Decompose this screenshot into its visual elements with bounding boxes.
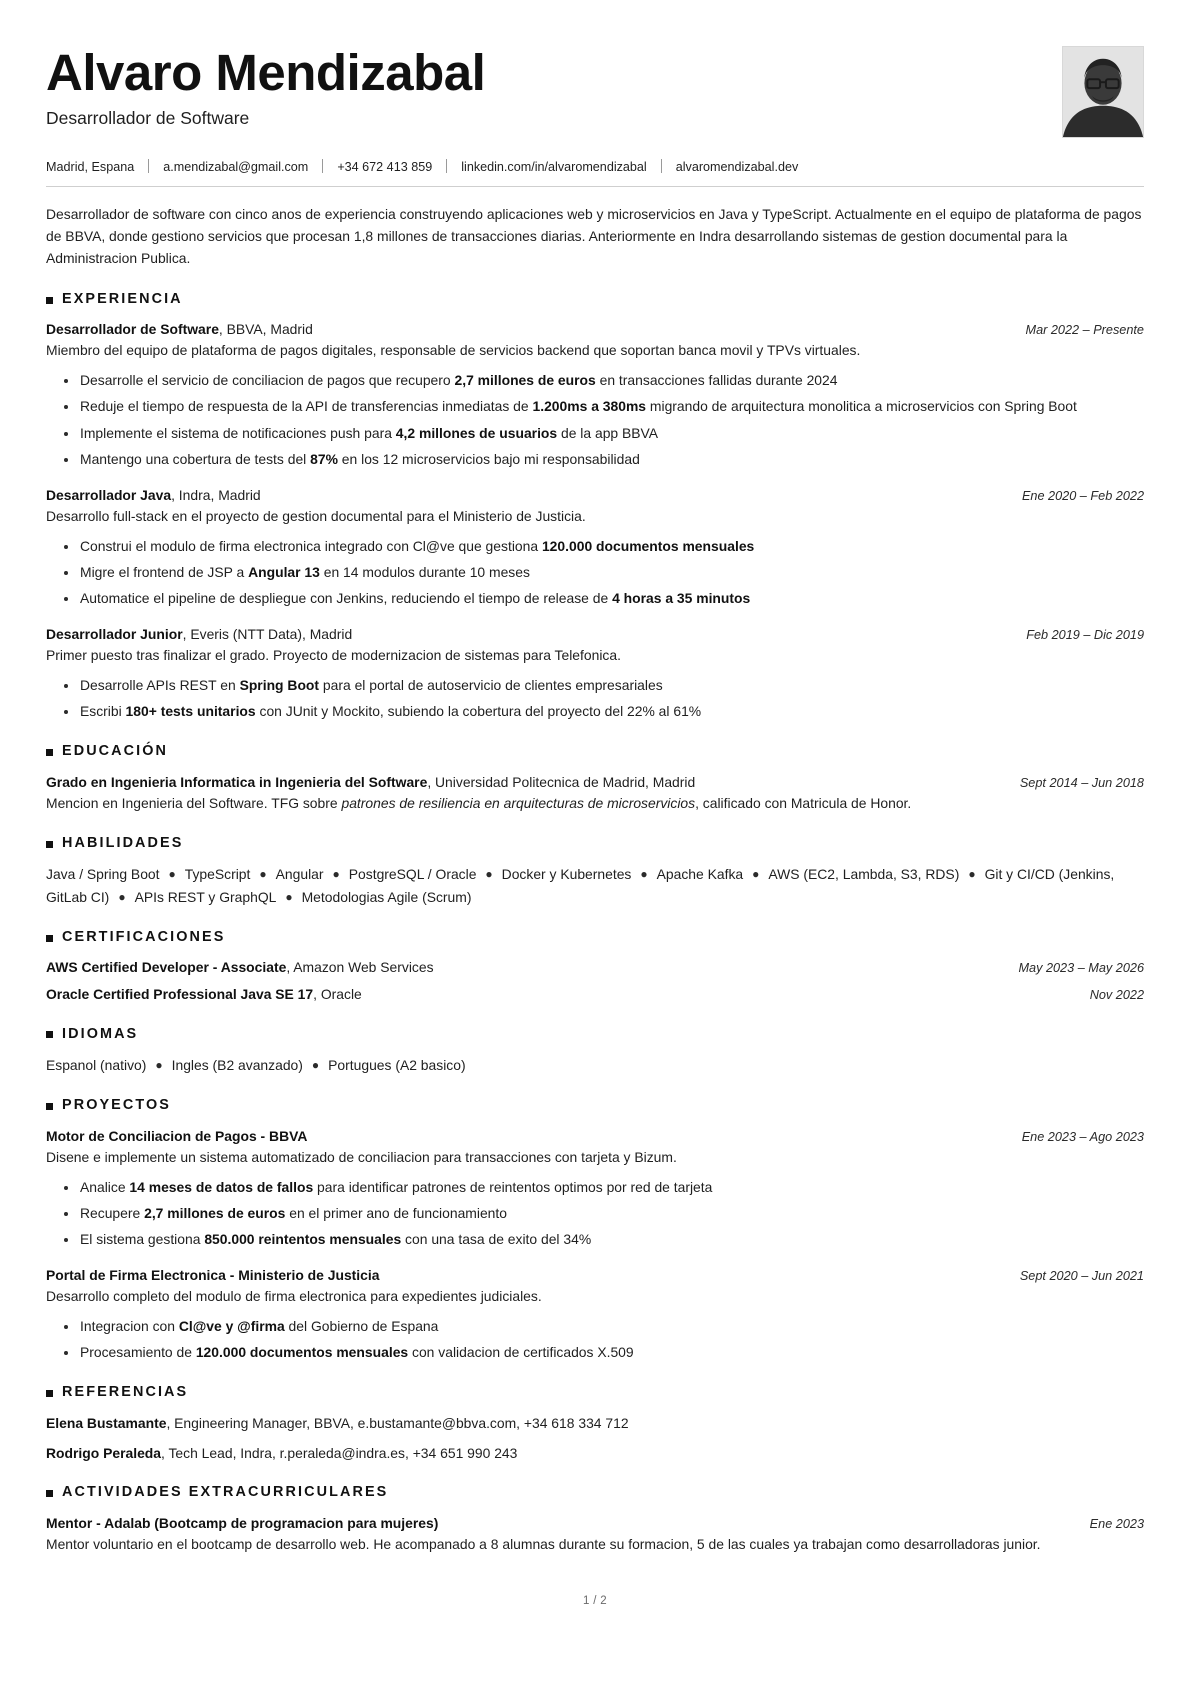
- square-bullet-icon: [46, 1490, 53, 1497]
- section-title-experience: EXPERIENCIA: [62, 290, 183, 307]
- skill-item: PostgreSQL / Oracle: [348, 866, 477, 883]
- entry-date: May 2023 – May 2026: [1018, 961, 1144, 976]
- page-footer: [46, 1555, 1144, 1629]
- entry-date: Ene 2020 – Feb 2022: [1021, 488, 1144, 503]
- certification-name: AWS Certified Developer - Associate, Amazon Web Services: [46, 959, 434, 976]
- bullet-item: Construi el modulo de firma electronica integrado con Cl@ve que gestiona 120.000 documentos mensuales: [78, 536, 1144, 557]
- contact-location: Madrid, Espana: [46, 160, 135, 174]
- certification-entries: [46, 957, 1144, 1004]
- project-entry: [46, 1265, 1144, 1363]
- section-skills: [46, 836, 1144, 908]
- entry-date: Ene 2023: [1089, 1516, 1144, 1531]
- square-bullet-icon: [46, 1031, 53, 1038]
- bullet-item: Analice 14 meses de datos de fallos para identificar patrones de reintentos optimos por red de tarjeta: [78, 1177, 1144, 1198]
- bullet-list: [46, 370, 1144, 470]
- bullet-item: Migre el frontend de JSP a Angular 13 en 14 modulos durante 10 meses: [78, 562, 1144, 583]
- contact-linkedin[interactable]: linkedin.com/in/alvaromendizabal: [461, 160, 647, 174]
- language-separator-icon: ●: [311, 1057, 320, 1072]
- entry-date: Nov 2022: [1089, 988, 1144, 1003]
- skill-separator-icon: ●: [168, 867, 176, 882]
- bullet-item: Escribi 180+ tests unitarios con JUnit y Mockito, subiendo la cobertura del proyecto del 22% al 61%: [78, 701, 1144, 722]
- bullet-item: Desarrolle el servicio de conciliacion de pagos que recupero 2,7 millones de euros en transacciones fallidas durante 2024: [78, 370, 1144, 391]
- square-bullet-icon: [46, 935, 53, 942]
- project-name: Portal de Firma Electronica - Ministerio de Justicia: [46, 1266, 380, 1283]
- entry-date: Feb 2019 – Dic 2019: [1026, 628, 1144, 643]
- skill-item: APIs REST y GraphQL: [134, 888, 277, 905]
- experience-entries: [46, 319, 1144, 722]
- section-header: [46, 930, 1144, 944]
- skill-item: AWS (EC2, Lambda, S3, RDS): [768, 866, 960, 883]
- square-bullet-icon: [46, 1390, 53, 1397]
- contact-separator: [148, 159, 149, 173]
- skill-item: Apache Kafka: [656, 866, 744, 883]
- section-title-languages: IDIOMAS: [62, 1025, 139, 1042]
- bullet-list: [46, 675, 1144, 722]
- contact-phone[interactable]: +34 672 413 859: [337, 160, 433, 174]
- candidate-job-title: Desarrollador de Software: [46, 108, 250, 129]
- bullet-item: Automatice el pipeline de despliegue con Jenkins, reduciendo el tiempo de release de 4 horas a 35 minutos: [78, 588, 1144, 609]
- skill-separator-icon: ●: [968, 867, 976, 882]
- header-text-block: [46, 42, 1062, 130]
- section-header: [46, 1485, 1144, 1499]
- section-title-education: EDUCACIÓN: [62, 743, 169, 760]
- bullet-list: [46, 1316, 1144, 1363]
- section-title-certifications: CERTIFICACIONES: [62, 928, 226, 945]
- extracurricular-description: Mentor voluntario en el bootcamp de desarrollo web. He acompanado a 8 alumnas durante su formacion, 5 de las cuales ya trabajan como desarrolladoras junior.: [46, 1535, 1041, 1552]
- contact-separator: [446, 159, 447, 173]
- section-header: [46, 292, 1144, 306]
- skill-separator-icon: ●: [332, 867, 340, 882]
- certification-name: Oracle Certified Professional Java SE 17, Oracle: [46, 986, 362, 1003]
- education-description: Mencion en Ingenieria del Software. TFG sobre patrones de resiliencia en arquitecturas de microservicios, calificado con Matricula de Honor.: [46, 795, 912, 812]
- candidate-name: Alvaro Mendizabal: [46, 44, 486, 101]
- section-title-skills: HABILIDADES: [62, 834, 184, 851]
- section-header: [46, 744, 1144, 758]
- skill-item: Angular: [275, 866, 324, 883]
- language-separator-icon: ●: [155, 1057, 163, 1072]
- language-item: Ingles (B2 avanzado): [171, 1056, 303, 1073]
- extracurricular-entries: [46, 1513, 1144, 1555]
- experience-role: Desarrollador de Software, BBVA, Madrid: [46, 321, 313, 338]
- bullet-list: [46, 536, 1144, 609]
- page-indicator: 1 / 2: [583, 1594, 607, 1607]
- square-bullet-icon: [46, 841, 53, 848]
- education-entry: [46, 772, 1144, 814]
- skill-separator-icon: ●: [485, 867, 493, 882]
- entry-date: Ene 2023 – Ago 2023: [1021, 1129, 1144, 1144]
- bullet-list: [46, 1177, 1144, 1250]
- entry-header: [46, 319, 1144, 339]
- entry-header: [46, 1265, 1144, 1285]
- section-experience: [46, 292, 1144, 723]
- bullet-item: El sistema gestiona 850.000 reintentos mensuales con una tasa de exito del 34%: [78, 1229, 1144, 1250]
- section-header: [46, 1098, 1144, 1112]
- project-entry: [46, 1126, 1144, 1250]
- profile-photo: [1062, 46, 1144, 138]
- contact-separator: [322, 159, 323, 173]
- experience-entry: [46, 624, 1144, 722]
- project-name: Motor de Conciliacion de Pagos - BBVA: [46, 1127, 308, 1144]
- experience-role: Desarrollador Junior, Everis (NTT Data), Madrid: [46, 626, 353, 643]
- entry-date: Mar 2022 – Presente: [1025, 323, 1144, 338]
- languages-list: [46, 1054, 1144, 1076]
- bullet-item: Integracion con Cl@ve y @firma del Gobierno de Espana: [78, 1316, 1144, 1337]
- skill-item: TypeScript: [184, 866, 251, 883]
- project-description: Desarrollo completo del modulo de firma electronica para expedientes judiciales.: [46, 1288, 542, 1305]
- entry-header: [46, 957, 1144, 977]
- skill-item: Metodologias Agile (Scrum): [301, 888, 472, 905]
- section-extracurricular: [46, 1485, 1144, 1554]
- skill-item: Docker y Kubernetes: [501, 866, 632, 883]
- section-header: [46, 1385, 1144, 1399]
- bullet-item: Recupere 2,7 millones de euros en el primer ano de funcionamiento: [78, 1203, 1144, 1224]
- skill-separator-icon: ●: [285, 889, 293, 904]
- entry-header: [46, 772, 1144, 792]
- section-references: [46, 1385, 1144, 1463]
- square-bullet-icon: [46, 749, 53, 756]
- entry-date: Sept 2020 – Jun 2021: [1019, 1268, 1144, 1283]
- bullet-item: Procesamiento de 120.000 documentos mensuales con validacion de certificados X.509: [78, 1342, 1144, 1363]
- square-bullet-icon: [46, 1103, 53, 1110]
- project-description: Disene e implemente un sistema automatizado de conciliacion para transacciones con tarjeta y Bizum.: [46, 1148, 677, 1165]
- entry-header: [46, 485, 1144, 505]
- section-languages: [46, 1027, 1144, 1077]
- experience-description: Primer puesto tras finalizar el grado. Proyecto de modernizacion de sistemas para Telefonica.: [46, 647, 621, 664]
- skill-separator-icon: ●: [259, 867, 267, 882]
- bullet-item: Implemente el sistema de notificaciones push para 4,2 millones de usuarios de la app BBVA: [78, 423, 1144, 444]
- contact-bar: [46, 157, 1144, 174]
- language-item: Espanol (nativo): [46, 1056, 147, 1073]
- contact-website[interactable]: alvaromendizabal.dev: [675, 160, 799, 174]
- contact-email[interactable]: a.mendizabal@gmail.com: [163, 160, 309, 174]
- professional-summary: Desarrollador de software con cinco anos de experiencia construyendo aplicaciones web y microservicios en Java y TypeScript. Actualmente en el equipo de plataforma de pagos de BBVA, donde gestiono servicios que procesan 1,8 millones de transacciones diarias. Anteriormente en Indra desarrollando sistemas de gestion documental para la Administracion Publica.: [46, 206, 1142, 266]
- bullet-item: Desarrolle APIs REST en Spring Boot para el portal de autoservicio de clientes empresariales: [78, 675, 1144, 696]
- skill-item: Git y CI/CD (Jenkins, GitLab CI): [46, 866, 1115, 905]
- entry-header: [46, 984, 1144, 1004]
- bullet-item: Mantengo una cobertura de tests del 87% en los 12 microservicios bajo mi responsabilidad: [78, 449, 1144, 470]
- section-title-extracurricular: ACTIVIDADES EXTRACURRICULARES: [62, 1484, 389, 1501]
- header-divider: [46, 186, 1144, 187]
- entry-header: [46, 1126, 1144, 1146]
- skill-separator-icon: ●: [640, 867, 648, 882]
- bullet-item: Reduje el tiempo de respuesta de la API de transferencias inmediatas de 1.200ms a 380ms migrando de arquitectura monolitica a microservicios con Spring Boot: [78, 396, 1144, 417]
- experience-role: Desarrollador Java, Indra, Madrid: [46, 486, 261, 503]
- section-header: [46, 1027, 1144, 1041]
- section-certifications: [46, 930, 1144, 1005]
- entry-header: [46, 624, 1144, 644]
- square-bullet-icon: [46, 297, 53, 304]
- project-entries: [46, 1126, 1144, 1364]
- education-entries: [46, 772, 1144, 814]
- reference-entries: [46, 1413, 1144, 1464]
- extracurricular-name: Mentor - Adalab (Bootcamp de programacion para mujeres): [46, 1514, 439, 1531]
- experience-entry: [46, 319, 1144, 470]
- experience-description: Desarrollo full-stack en el proyecto de gestion documental para el Ministerio de Justicia.: [46, 507, 586, 524]
- profile-photo-icon: [1063, 47, 1143, 137]
- skill-separator-icon: ●: [118, 889, 126, 904]
- entry-header: [46, 1513, 1144, 1533]
- reference-entry: Rodrigo Peraleda, Tech Lead, Indra, r.peraleda@indra.es, +34 651 990 243: [46, 1444, 518, 1461]
- certification-entry: [46, 957, 1144, 977]
- resume-header: [46, 42, 1144, 138]
- section-header: [46, 836, 1144, 850]
- experience-entry: [46, 485, 1144, 609]
- section-title-references: REFERENCIAS: [62, 1384, 189, 1401]
- education-degree: Grado en Ingenieria Informatica in Ingenieria del Software, Universidad Politecnica de Madrid, Madrid: [46, 773, 696, 790]
- language-item: Portugues (A2 basico): [328, 1056, 466, 1073]
- entry-date: Sept 2014 – Jun 2018: [1019, 775, 1144, 790]
- skill-item: Java / Spring Boot: [46, 866, 160, 883]
- section-projects: [46, 1098, 1144, 1363]
- section-title-projects: PROYECTOS: [62, 1097, 171, 1114]
- experience-description: Miembro del equipo de plataforma de pagos digitales, responsable de servicios backend que soportan banca movil y TPVs virtuales.: [46, 342, 861, 359]
- reference-entry: Elena Bustamante, Engineering Manager, BBVA, e.bustamante@bbva.com, +34 618 334 712: [46, 1414, 629, 1431]
- contact-separator: [661, 159, 662, 173]
- extracurricular-entry: [46, 1513, 1144, 1555]
- certification-entry: [46, 984, 1144, 1004]
- skill-separator-icon: ●: [752, 867, 760, 882]
- section-education: [46, 744, 1144, 813]
- skills-list: [46, 863, 1144, 908]
